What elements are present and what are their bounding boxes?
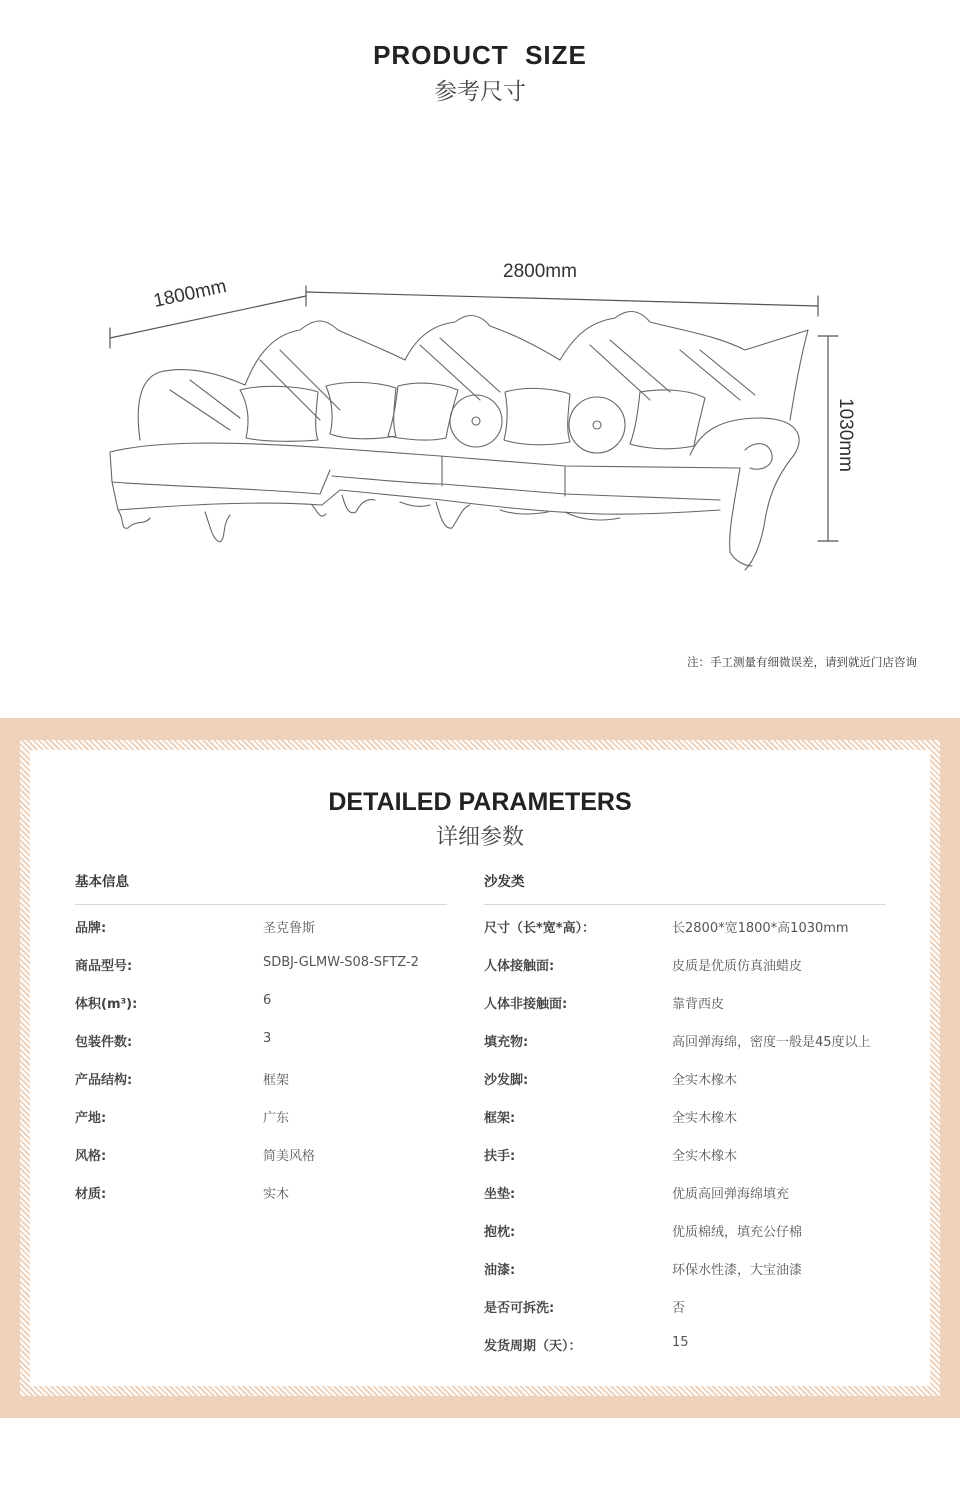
basic-info-column (75, 872, 447, 1209)
parameters-title: DETAILED PARAMETERS (328, 788, 632, 816)
param-value: 皮质是优质仿真油蜡皮 (672, 959, 803, 974)
param-key: 材质: (75, 1187, 107, 1202)
param-row (484, 1133, 886, 1171)
param-key: 扶手: (484, 1149, 516, 1164)
param-key: 油漆: (484, 1263, 516, 1278)
param-key: 商品型号: (75, 959, 133, 974)
param-value: 圣克鲁斯 (263, 921, 316, 936)
height-label: 1030mm (835, 398, 856, 472)
measurement-note: 注：手工测量有细微误差，请到就近门店咨询 (687, 655, 917, 669)
param-key: 产品结构: (75, 1073, 133, 1088)
depth-label: 1800mm (151, 275, 229, 312)
basic-info-heading: 基本信息 (75, 872, 447, 905)
sofa-info-heading: 沙发类 (484, 872, 886, 905)
detailed-parameters-section (0, 718, 960, 1418)
param-key: 尺寸（长*宽*高）： (484, 921, 596, 936)
param-row (484, 1247, 886, 1285)
param-value: 框架 (263, 1073, 290, 1088)
dimension-line-height (818, 336, 838, 541)
param-value: 实木 (263, 1187, 290, 1202)
param-value: 广东 (263, 1111, 290, 1126)
param-row (484, 905, 886, 943)
parameters-panel (30, 750, 930, 1386)
param-row (75, 1171, 447, 1209)
param-row (484, 1209, 886, 1247)
param-row (484, 943, 886, 981)
param-key: 坐垫: (484, 1187, 516, 1202)
param-key: 沙发脚: (484, 1073, 529, 1088)
param-value: 环保水性漆，大宝油漆 (672, 1263, 803, 1278)
param-value: 全实木橡木 (672, 1149, 738, 1164)
param-key: 抱枕: (484, 1225, 516, 1240)
param-key: 包装件数: (75, 1035, 133, 1050)
product-size-section (0, 0, 960, 718)
param-row (484, 1285, 886, 1323)
param-key: 人体非接触面: (484, 997, 568, 1012)
product-size-title: PRODUCT SIZE (373, 40, 587, 70)
param-value: 15 (672, 1335, 689, 1350)
param-value: 全实木橡木 (672, 1111, 738, 1126)
sofa-info-column (484, 872, 886, 1361)
param-value: 否 (672, 1301, 686, 1316)
dimension-line-length (306, 292, 818, 316)
param-row (75, 905, 447, 943)
param-row (484, 1095, 886, 1133)
param-value: 靠背西皮 (672, 997, 725, 1012)
param-value: 优质高回弹海绵填充 (672, 1187, 790, 1202)
param-row (75, 1057, 447, 1095)
param-value: 6 (263, 993, 272, 1008)
param-key: 是否可拆洗: (484, 1301, 555, 1316)
param-value: 全实木橡木 (672, 1073, 738, 1088)
sofa-dimension-drawing (0, 240, 960, 600)
param-row (75, 1095, 447, 1133)
param-row (75, 943, 447, 981)
length-label: 2800mm (503, 261, 577, 282)
param-row (484, 1323, 886, 1361)
param-row (75, 1133, 447, 1171)
param-row (484, 1171, 886, 1209)
hatched-border-frame (20, 740, 940, 1396)
param-row (484, 981, 886, 1019)
param-row (75, 981, 447, 1019)
param-value: 优质棉绒，填充公仔棉 (672, 1225, 803, 1240)
param-value: 3 (263, 1031, 272, 1046)
param-key: 发货周期（天）： (484, 1339, 582, 1354)
param-row (484, 1057, 886, 1095)
product-size-subtitle: 参考尺寸 (434, 79, 526, 105)
parameters-subtitle: 详细参数 (435, 825, 524, 850)
param-key: 品牌: (75, 921, 107, 936)
param-key: 产地: (75, 1111, 107, 1126)
param-value: SDBJ-GLMW-S08-SFTZ-2 (263, 955, 419, 970)
param-row (484, 1019, 886, 1057)
param-value: 简美风格 (263, 1149, 316, 1164)
param-value: 高回弹海绵，密度一般是45度以上 (672, 1035, 871, 1050)
param-key: 框架: (484, 1111, 516, 1126)
param-row (75, 1019, 447, 1057)
param-value: 长2800*宽1800*高1030mm (672, 921, 849, 936)
param-key: 人体接触面: (484, 959, 555, 974)
param-key: 风格: (75, 1149, 107, 1164)
param-key: 体积(m³): (75, 997, 138, 1012)
param-key: 填充物: (484, 1035, 529, 1050)
